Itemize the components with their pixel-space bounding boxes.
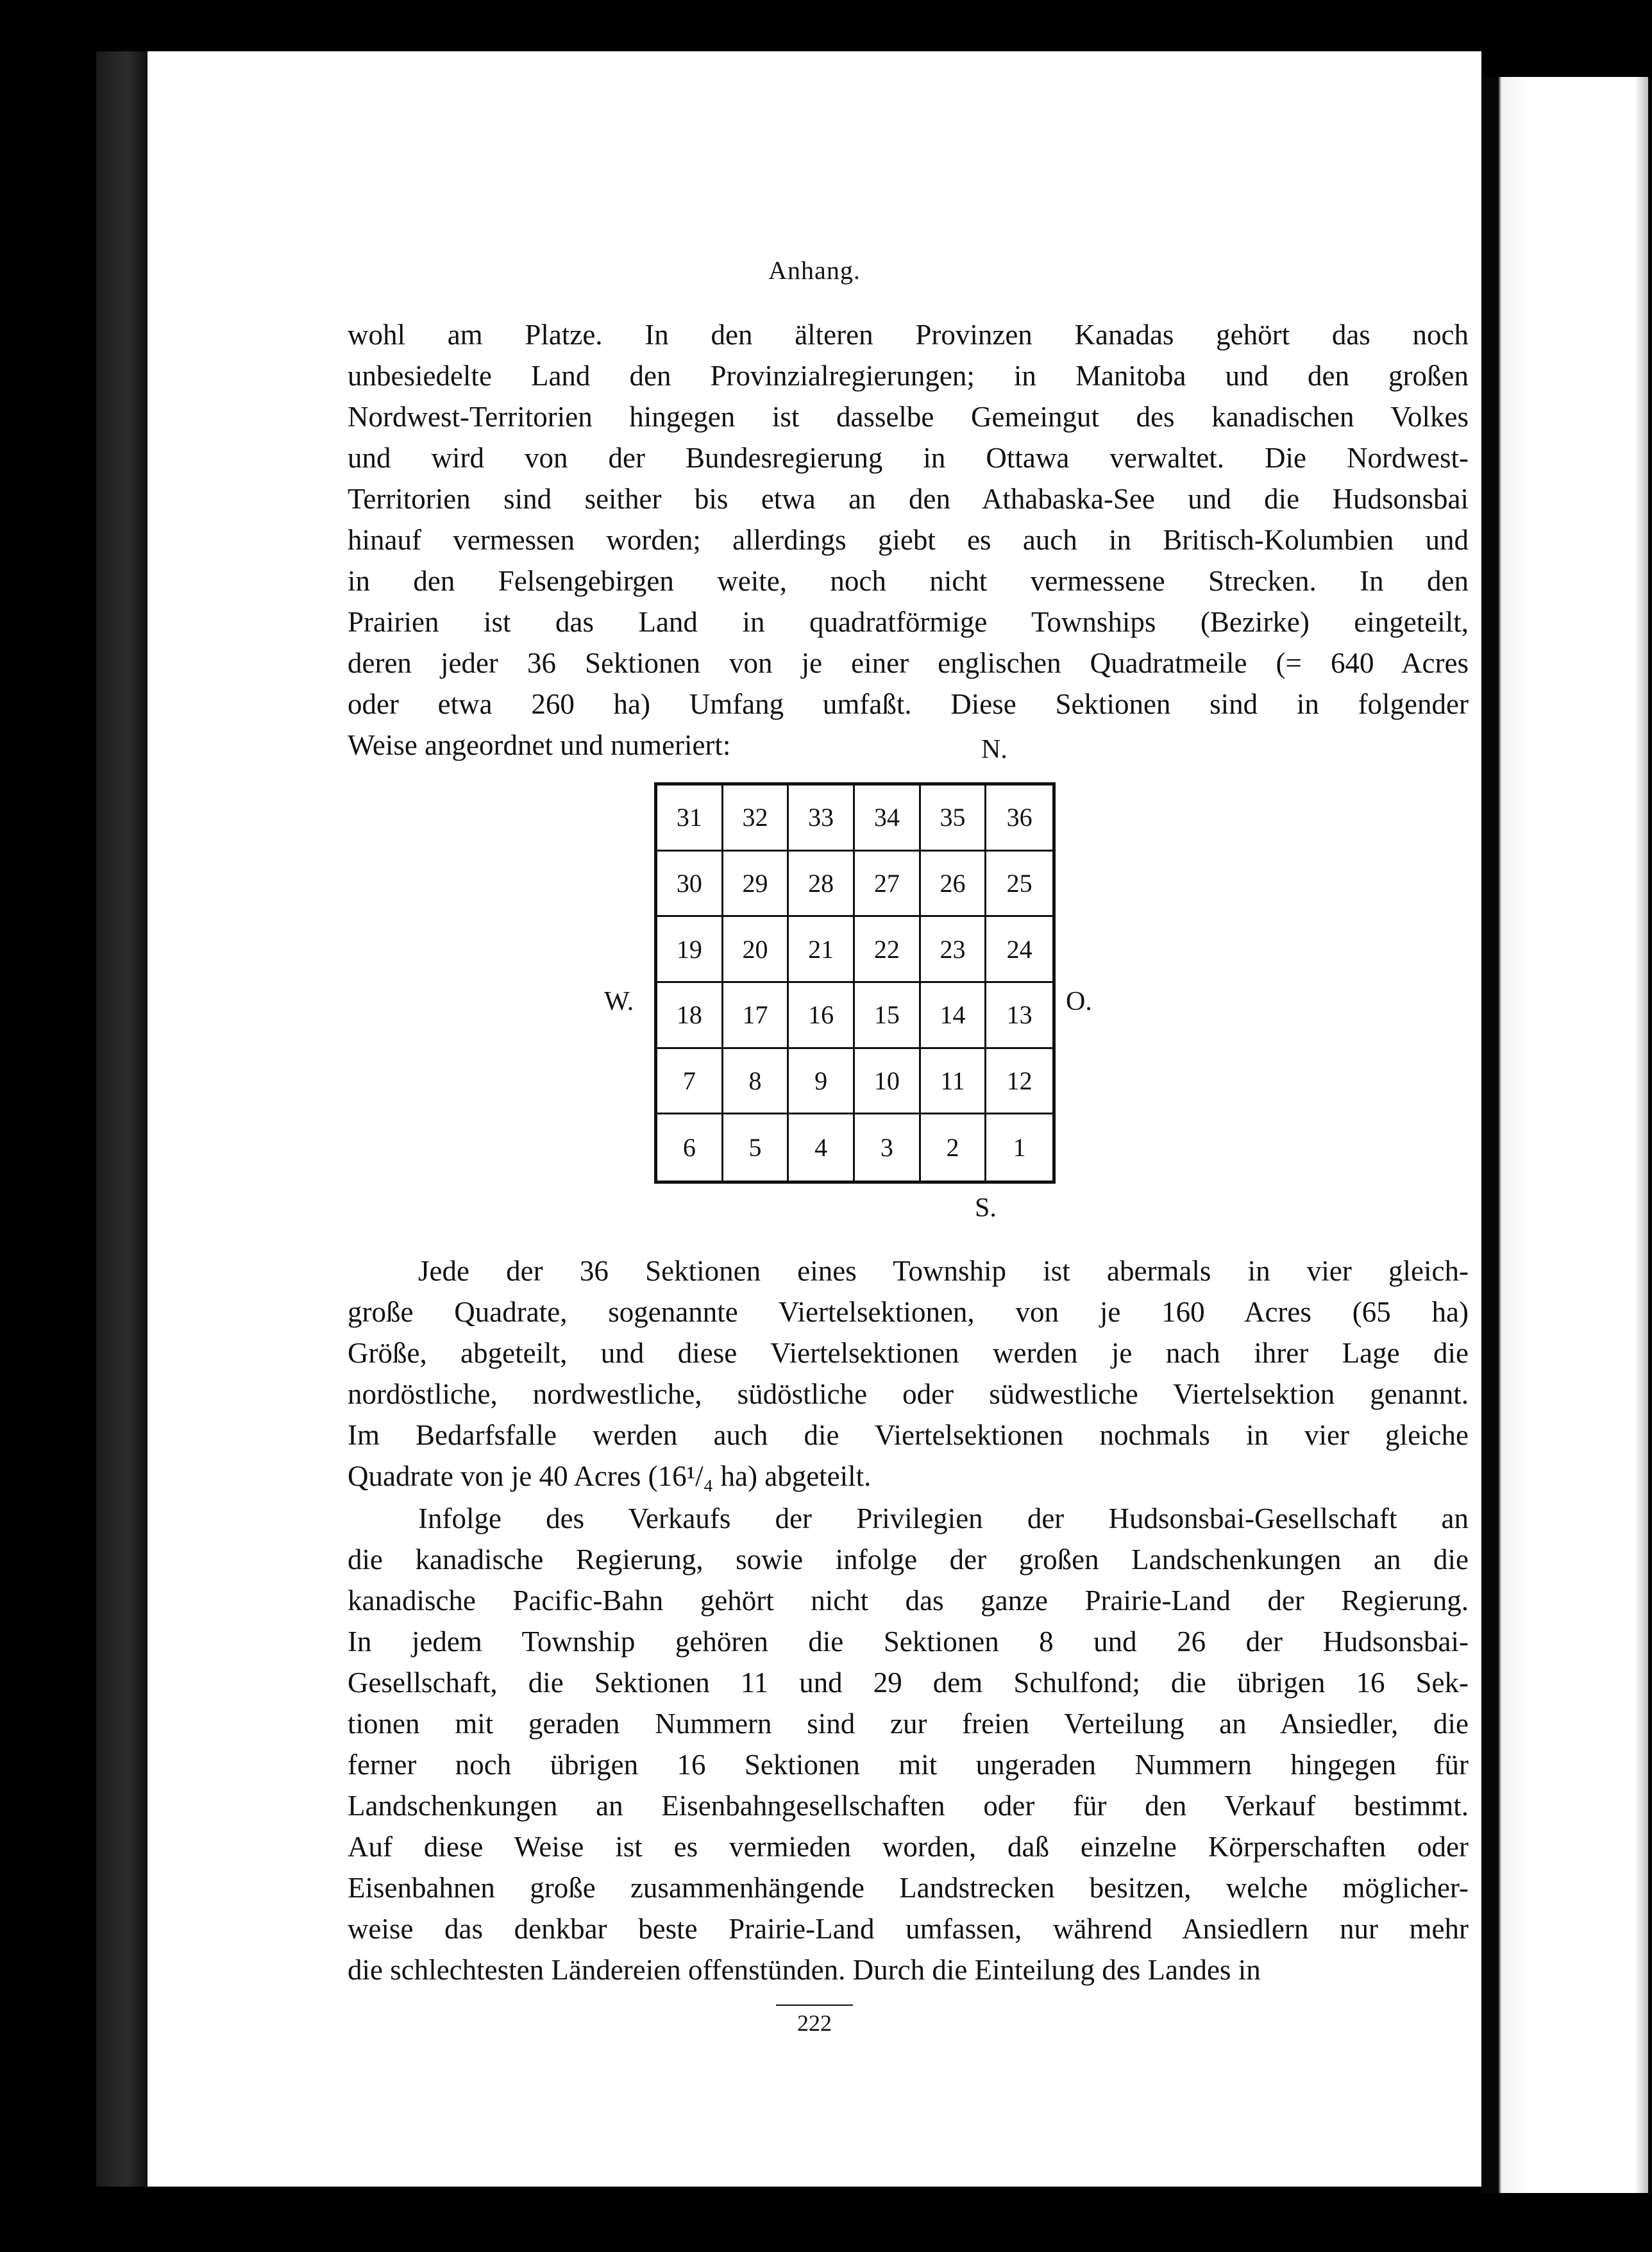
section-cell: 35	[921, 786, 987, 852]
text-line: Quadrate von je 40 Acres (16¹/₄ ha) abgeteilt.	[348, 1460, 872, 1492]
paragraph-1	[348, 314, 1469, 766]
text-line: Größe, abgeteilt, und diese Viertelsektionen werden je nach ihrer Lage die	[348, 1337, 1469, 1369]
section-cell: 33	[789, 786, 855, 852]
section-cell: 18	[657, 983, 723, 1049]
text-line: deren jeder 36 Sektionen von je einer englischen Quadratmeile (= 640 Acres	[348, 647, 1469, 679]
section-cell: 20	[723, 917, 789, 983]
section-cell: 9	[789, 1049, 855, 1115]
section-cell: 17	[723, 983, 789, 1049]
section-cell: 16	[789, 983, 855, 1049]
section-cell: 4	[789, 1114, 855, 1181]
book-binding-left	[96, 51, 148, 2187]
section-cell: 1	[1013, 1133, 1026, 1163]
text-line: in den Felsengebirgen weite, noch nicht vermessene Strecken. In den	[348, 565, 1469, 597]
section-cell: 34	[855, 786, 921, 852]
text-line: die schlechtesten Ländereien offenstünden. Durch die Einteilung des Landes in	[348, 1954, 1261, 1986]
section-cell: 36	[986, 786, 1052, 852]
section-cell: 28	[789, 852, 855, 918]
section-cell: 22	[855, 917, 921, 983]
running-head: Anhang.	[768, 256, 861, 285]
section-cell: 13	[986, 983, 1052, 1049]
section-cell: 30	[657, 852, 723, 918]
text-line: In jedem Township gehören die Sektionen 8 und 26 der Hudsonsbai-	[348, 1626, 1469, 1658]
text-line: wohl am Platze. In den älteren Provinzen Kanadas gehört das noch	[348, 319, 1469, 351]
text-line: kanadische Pacific-Bahn gehört nicht das ganze Prairie-Land der Regierung.	[348, 1584, 1469, 1617]
text-line: Weise angeordnet und numeriert:	[348, 729, 731, 761]
text-line: weise das denkbar beste Prairie-Land umfassen, während Ansiedlern nur mehr	[348, 1913, 1469, 1945]
section-cell: 10	[855, 1049, 921, 1115]
text-line: hinauf vermessen worden; allerdings giebt es auch in Britisch-Kolumbien und	[348, 524, 1469, 556]
page-number: 222	[797, 2010, 832, 2036]
paragraph-3	[348, 1498, 1469, 1990]
section-cell: 27	[855, 852, 921, 918]
compass-west: W.	[604, 987, 634, 1016]
text-line: Nordwest-Territorien hingegen ist dasselbe Gemeingut des kanadischen Volkes	[348, 401, 1469, 433]
section-cell: 5	[723, 1114, 789, 1181]
section-cell: 24	[986, 917, 1052, 983]
section-cell: 2	[921, 1114, 987, 1181]
text-line: Im Bedarfsfalle werden auch die Viertelsektionen nochmals in vier gleiche	[348, 1419, 1469, 1451]
text-line: und wird von der Bundesregierung in Ottawa verwaltet. Die Nordwest-	[348, 442, 1469, 474]
text-line: Prairien ist das Land in quadratförmige Townships (Bezirke) eingeteilt,	[348, 606, 1469, 638]
section-cell: 23	[921, 917, 987, 983]
section-cell: 3	[855, 1114, 921, 1181]
section-cell: 6	[657, 1114, 723, 1181]
section-cell: 26	[921, 852, 987, 918]
text-line: große Quadrate, sogenannte Viertelsektionen, von je 160 Acres (65 ha)	[348, 1296, 1469, 1328]
text-line: nordöstliche, nordwestliche, südöstliche oder südwestliche Viertelsektion genannt.	[348, 1378, 1469, 1410]
book-page	[148, 51, 1481, 2187]
section-cell: 32	[723, 786, 789, 852]
paragraph-2	[348, 1250, 1469, 1497]
text-line: die kanadische Regierung, sowie infolge der großen Landschenkungen an die	[348, 1543, 1469, 1576]
footer-rule	[776, 2004, 853, 2006]
text-line: Landschenkungen an Eisenbahngesellschaften oder für den Verkauf bestimmt.	[348, 1790, 1469, 1822]
compass-east: O.	[1066, 987, 1092, 1016]
text-line: unbesiedelte Land den Provinzialregierungen; in Manitoba und den großen	[348, 360, 1469, 392]
text-line: Auf diese Weise ist es vermieden worden, daß einzelne Körperschaften oder	[348, 1831, 1469, 1863]
section-cell: 29	[723, 852, 789, 918]
section-cell: 14	[921, 983, 987, 1049]
township-section-grid	[654, 782, 1056, 1184]
text-line: Gesellschaft, die Sektionen 11 und 29 dem Schulfond; die übrigen 16 Sek-	[348, 1667, 1469, 1699]
text-line: oder etwa 260 ha) Umfang umfaßt. Diese Sektionen sind in folgender	[348, 688, 1469, 720]
text-line: Jede der 36 Sektionen eines Township ist abermals in vier gleich-	[418, 1255, 1469, 1287]
section-cell: 12	[986, 1049, 1052, 1115]
compass-north: N.	[981, 735, 1007, 764]
section-cell: 11	[921, 1049, 987, 1115]
section-cell: 7	[657, 1049, 723, 1115]
section-cell: 15	[855, 983, 921, 1049]
text-line: Infolge des Verkaufs der Privilegien der Hudsonsbai-Gesellschaft an	[418, 1502, 1469, 1534]
text-line: tionen mit geraden Nummern sind zur freien Verteilung an Ansiedler, die	[348, 1708, 1469, 1740]
page-footer	[148, 2004, 1481, 2037]
section-cell: 21	[789, 917, 855, 983]
adjacent-page-edge	[1481, 77, 1648, 2193]
section-cell: 31	[657, 786, 723, 852]
section-cell: 8	[723, 1049, 789, 1115]
text-line: ferner noch übrigen 16 Sektionen mit ungeraden Nummern hingegen für	[348, 1749, 1469, 1781]
compass-south: S.	[975, 1193, 997, 1223]
section-cell: 19	[657, 917, 723, 983]
section-cell: 25	[986, 852, 1052, 918]
text-line: Eisenbahnen große zusammenhängende Landstrecken besitzen, welche möglicher-	[348, 1872, 1469, 1904]
text-line: Territorien sind seither bis etwa an den Athabaska-See und die Hudsonsbai	[348, 483, 1469, 515]
